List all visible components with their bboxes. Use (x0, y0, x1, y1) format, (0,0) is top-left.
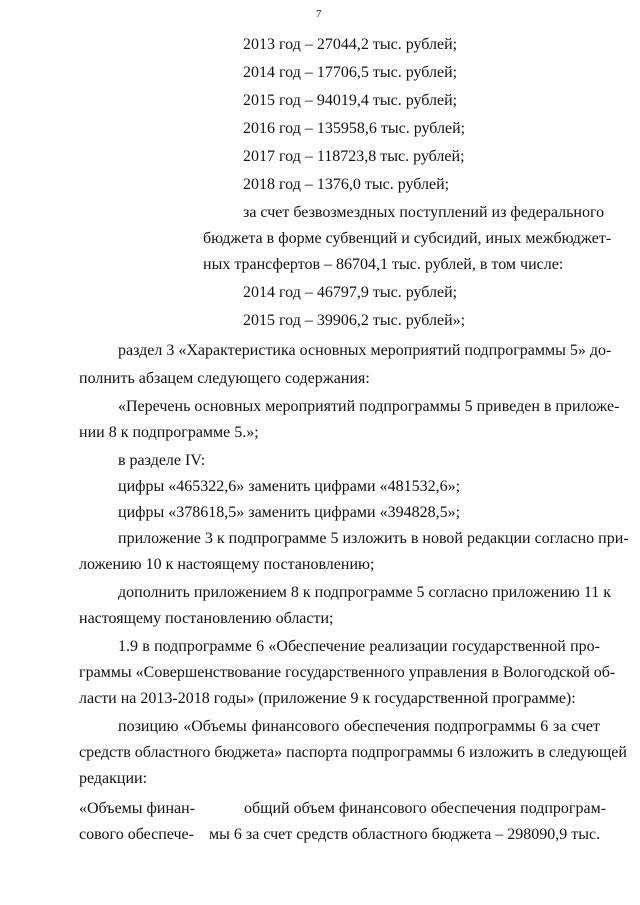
table-cell-label: сового обеспече- (79, 826, 194, 843)
text-line: бюджета в форме субвенций и субсидий, иных межбюджет- (203, 230, 612, 247)
text-line: в разделе IV: (118, 452, 206, 469)
text-line: нии 8 к подпрограмме 5.»; (79, 424, 259, 441)
text-line: ных трансфертов – 86704,1 тыс. рублей, в том числе: (203, 256, 564, 273)
table-cell-value: общий объем финансового обеспечения подпрограм- (244, 800, 607, 817)
text-line: приложение 3 к подпрограмме 5 изложить в новой редакции согласно при- (118, 530, 629, 547)
text-line: настоящему постановлению области; (79, 610, 334, 627)
text-line: позицию «Объемы финансового обеспечения подпрограммы 6 за счет (118, 718, 600, 735)
text-line: дополнить приложением 8 к подпрограмме 5 согласно приложению 11 к (118, 584, 612, 601)
text-line: 2018 год – 1376,0 тыс. рублей; (243, 176, 450, 193)
text-line: 2015 год – 39906,2 тыс. рублей»; (243, 312, 466, 329)
text-line: 1.9 в подпрограмме 6 «Обеспечение реализации государственной про- (118, 638, 600, 655)
text-line: 2014 год – 46797,9 тыс. рублей; (243, 284, 458, 301)
text-line: «Перечень основных мероприятий подпрограммы 5 приведен в приложе- (118, 398, 620, 415)
text-line: ложению 10 к настоящему постановлению; (79, 556, 375, 573)
text-line: 2016 год – 135958,6 тыс. рублей; (243, 120, 466, 137)
text-line: цифры «378618,5» заменить цифрами «394828,5»; (118, 504, 461, 521)
text-line: цифры «465322,6» заменить цифрами «481532,6»; (118, 478, 461, 495)
text-line: средств областного бюджета» паспорта подпрограммы 6 изложить в следующей (79, 744, 627, 761)
text-line: полнить абзацем следующего содержания: (79, 370, 370, 387)
table-cell-label: «Объемы финан- (79, 800, 196, 817)
text-line: 2013 год – 27044,2 тыс. рублей; (243, 36, 458, 53)
text-line: редакции: (79, 770, 148, 787)
page-number: 7 (316, 8, 322, 20)
text-line: ласти на 2013-2018 годы» (приложение 9 к государственной программе): (79, 690, 576, 707)
text-line: 2015 год – 94019,4 тыс. рублей; (243, 92, 458, 109)
text-line: граммы «Совершенствование государственного управления в Вологодской об- (79, 664, 616, 681)
table-cell-value: мы 6 за счет средств областного бюджета – 298090,9 тыс. (209, 826, 601, 843)
text-line: за счет безвозмездных поступлений из федерального (243, 204, 605, 221)
text-line: 2017 год – 118723,8 тыс. рублей; (243, 148, 465, 165)
text-line: раздел 3 «Характеристика основных мероприятий подпрограммы 5» до- (118, 342, 612, 359)
text-line: 2014 год – 17706,5 тыс. рублей; (243, 64, 458, 81)
